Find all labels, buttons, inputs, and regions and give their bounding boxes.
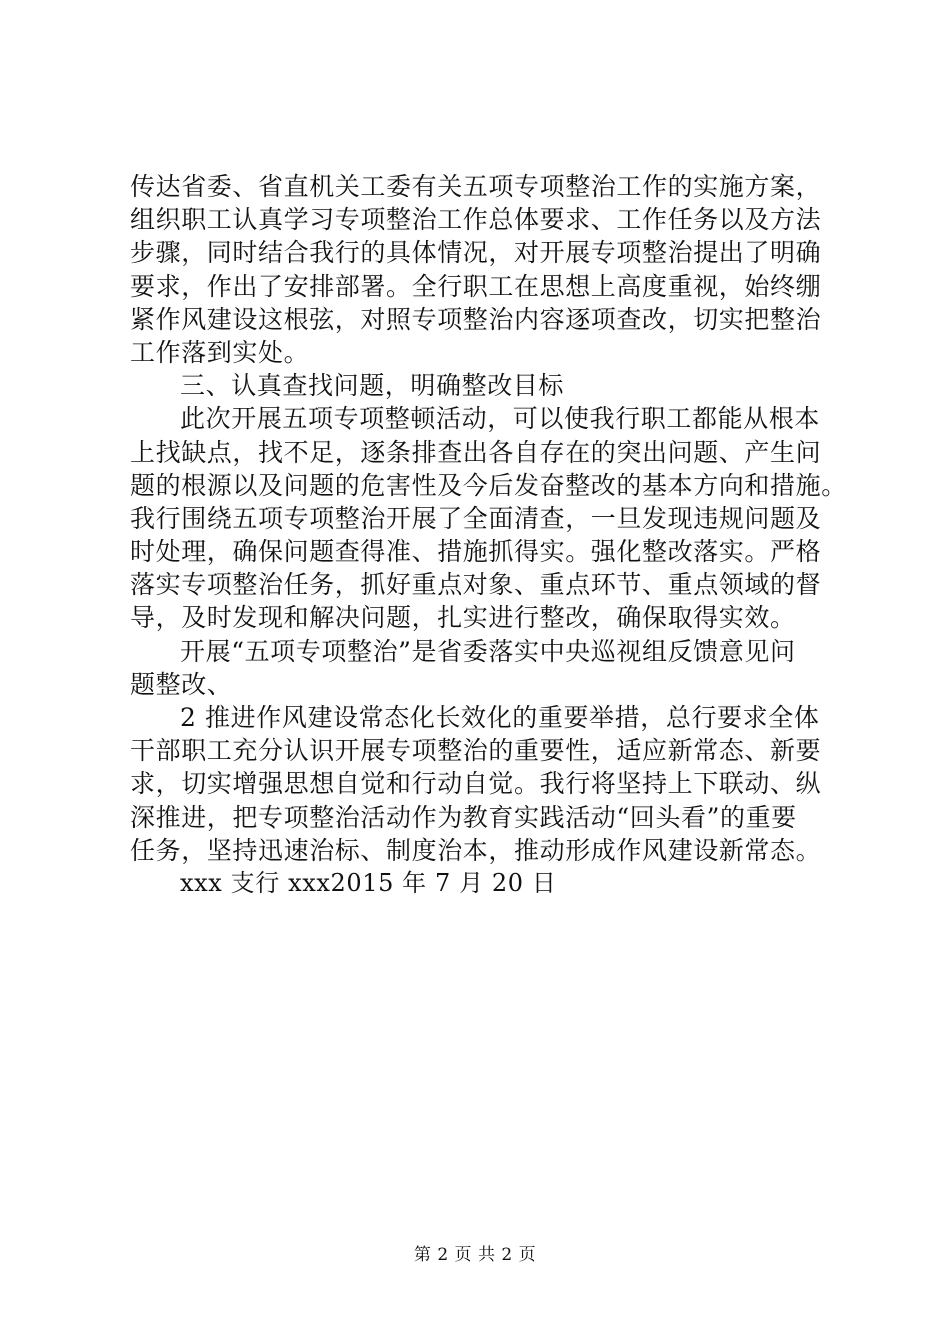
text-line: 导，及时发现和解决问题，扎实进行整改，确保取得实效。: [130, 603, 796, 633]
text-line: 组织职工认真学习专项整治工作总体要求、工作任务以及方法: [130, 205, 822, 235]
text-line: 深推进，把专项整治活动作为教育实践活动“回头看”的重要: [130, 802, 797, 832]
text-line: 时处理，确保问题查得准、措施抓得实。强化整改落实。严格: [130, 537, 822, 567]
text-line: 落实专项整治任务，抓好重点对象、重点环节、重点领域的督: [130, 570, 822, 600]
page-footer: 第 2 页 共 2 页: [413, 1245, 537, 1265]
text-line: 题整改、: [130, 669, 233, 699]
text-line: 开展“五项专项整治”是省委落实中央巡视组反馈意见问: [180, 636, 796, 666]
text-line: 此次开展五项专项整顿活动，可以使我行职工都能从根本: [180, 404, 821, 434]
text-line: 要求，作出了安排部署。全行职工在思想上高度重视，始终绷: [130, 271, 822, 301]
text-line: 工作落到实处。: [130, 337, 310, 367]
text-line: 求，切实增强思想自觉和行动自觉。我行将坚持上下联动、纵: [130, 769, 822, 799]
document-body: [130, 170, 847, 900]
text-line: 上找缺点，找不足，逐条排查出各自存在的突出问题、产生问: [130, 437, 822, 467]
section-heading: 三、认真查找问题，明确整改目标: [180, 371, 565, 401]
text-line: 任务，坚持迅速治标、制度治本，推动形成作风建设新常态。: [130, 835, 822, 865]
text-line: 2 推进作风建设常态化长效化的重要举措，总行要求全体: [180, 703, 820, 732]
text-line: 我行围绕五项专项整治开展了全面清查，一旦发现违规问题及: [130, 503, 822, 533]
signature-date: xxx 支行 xxx2015 年 7 月 20 日: [180, 868, 557, 897]
text-line: 步骤，同时结合我行的具体情况，对开展专项整治提出了明确: [130, 238, 822, 268]
text-line: 题的根源以及问题的危害性及今后发奋整改的基本方向和措施。: [130, 470, 847, 500]
text-line: 传达省委、省直机关工委有关五项专项整治工作的实施方案，: [130, 172, 822, 201]
text-line: 干部职工充分认识开展专项整治的重要性，适应新常态、新要: [130, 736, 822, 766]
text-line: 紧作风建设这根弦，对照专项整治内容逐项查改，切实把整治: [130, 304, 822, 334]
